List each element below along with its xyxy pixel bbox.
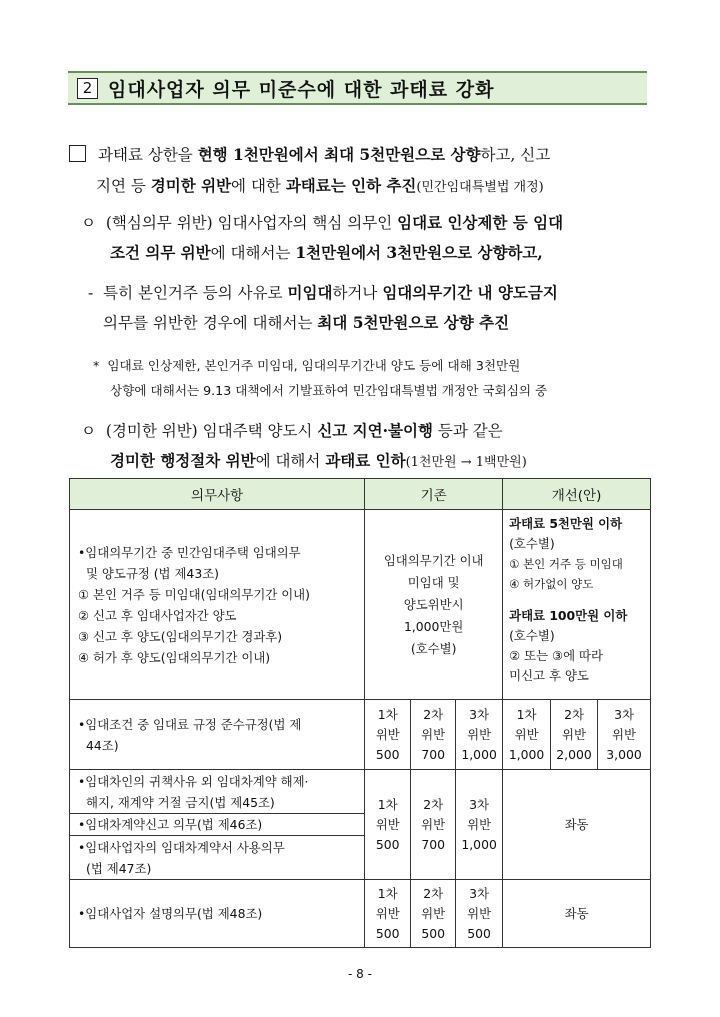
cell-text: 500 <box>375 925 400 941</box>
text: 미신고 후 양도 <box>509 668 589 683</box>
row3b-duty: •임대차계약신고 의무(법 제46조) <box>70 814 365 836</box>
text: 특히 본인거주 등의 사유로 <box>103 284 288 302</box>
text: (법 제47조) <box>86 860 152 876</box>
text-bold: 과태료 5천만원 이하 <box>509 516 623 531</box>
cell-text: 500 <box>467 925 491 941</box>
row2-improved-3 <box>598 700 651 770</box>
bullet-icon: ㅇ <box>81 422 96 440</box>
cell-text: 700 <box>421 836 445 852</box>
row4-current-1 <box>365 880 411 948</box>
cell-text: 1,000 <box>508 746 545 762</box>
cell-text: 2차 <box>564 706 584 722</box>
cell-text: 500 <box>375 746 400 762</box>
text: 등과 같은 <box>432 422 503 440</box>
cell-text: 1차 <box>377 885 398 901</box>
checkbox-icon <box>69 145 86 162</box>
cell-text: 2,000 <box>556 746 592 762</box>
text: •임대사업자의 임대차계약서 사용의무 <box>78 839 285 855</box>
row2-improved-2 <box>551 700 598 770</box>
row4-improved: 좌동 <box>503 880 651 948</box>
section-title: 임대사업자 의무 미준수에 대한 과태료 강화 <box>108 78 495 101</box>
cell-text: 3,000 <box>606 746 642 762</box>
cell-text: 위반 <box>467 905 492 921</box>
text-bold: 임대료 인상제한 등 임대 <box>397 213 564 232</box>
row3-improved: 좌동 <box>503 770 651 880</box>
text: 에 대해서 <box>255 452 326 470</box>
text: 양도위반시 <box>403 596 464 612</box>
row2-current-1 <box>365 700 411 770</box>
table-row <box>70 700 651 770</box>
row2-duty <box>70 700 365 770</box>
row3c-duty <box>70 836 365 880</box>
text: 1,000만원 <box>403 618 464 634</box>
para4-line2 <box>110 449 527 471</box>
text: 에 대한 <box>231 177 286 195</box>
table-row <box>70 880 651 948</box>
table-row <box>70 770 651 814</box>
text-bold: 현행 1천만원에서 최대 5천만원으로 상향 <box>197 145 481 164</box>
asterisk: * <box>93 358 100 373</box>
para2-line1 <box>81 211 563 233</box>
text: 미임대 및 <box>407 574 460 590</box>
text: 하고, 신고 <box>480 146 551 164</box>
cell-text: 500 <box>421 925 445 941</box>
para2-line2 <box>110 241 543 263</box>
para3-line2 <box>103 311 509 333</box>
note-line2 <box>110 380 547 399</box>
text: 해지, 재계약 거절 금지(법 제45조) <box>86 794 275 810</box>
cell-text: 위반 <box>467 816 492 832</box>
text: (호수별) <box>410 640 457 656</box>
text-bold: 미임대 <box>287 283 333 302</box>
cell-text: 위반 <box>467 726 492 742</box>
section-heading <box>68 71 647 105</box>
text-small: (1천만원 → 1백만원) <box>405 455 527 470</box>
cell-text: 위반 <box>562 726 586 742</box>
row4-duty: •임대사업자 설명의무(법 제48조) <box>70 880 365 948</box>
text: 지연 등 <box>96 177 151 195</box>
row2-current-2 <box>411 700 456 770</box>
text-bold: 과태료는 인하 추진 <box>285 176 417 195</box>
text: ② 신고 후 임대사업자간 양도 <box>78 607 237 623</box>
cell-text: 2차 <box>423 796 444 812</box>
text-bold: 신고 지연·불이행 <box>317 421 433 440</box>
text: (호수별) <box>509 628 555 643</box>
text: 에 대해서는 <box>210 244 296 262</box>
text: 임대의무기간 이내 <box>383 552 484 568</box>
penalty-table <box>69 478 651 948</box>
cell-text: 위반 <box>514 726 539 742</box>
row4-current-2 <box>411 880 456 948</box>
text: •임대조건 중 임대료 규정 준수규정(법 제 <box>78 716 302 732</box>
text: (경미한 위반) 임대주택 양도시 <box>105 422 318 440</box>
cell-text: 500 <box>375 836 400 852</box>
dash: - <box>88 284 94 302</box>
cell-text: 3차 <box>469 796 490 812</box>
para3-line1 <box>88 281 558 303</box>
cell-text: 2차 <box>423 885 444 901</box>
page-number: - 8 - <box>348 967 372 981</box>
cell-text: 1차 <box>516 706 537 722</box>
text-bold: 과태료 100만원 이하 <box>509 608 628 623</box>
text: ② 또는 ③에 따라 <box>509 648 603 663</box>
text-bold: 최대 5천만원으로 상향 추진 <box>317 313 510 332</box>
row2-current-3 <box>456 700 503 770</box>
text-bold: 임대의무기간 내 양도금지 <box>382 283 558 302</box>
cell-text: 2차 <box>423 706 444 722</box>
cell-text: 위반 <box>375 816 400 832</box>
cell-text: 3차 <box>469 885 490 901</box>
cell-text: 위반 <box>375 726 400 742</box>
text-bold: 경미한 위반 <box>150 176 232 195</box>
text: ④ 허가없이 양도 <box>509 577 594 591</box>
cell-text: 위반 <box>421 726 446 742</box>
cell-text: 1,000 <box>461 746 497 762</box>
section-number: 2 <box>77 78 98 99</box>
row1-improved <box>503 510 651 700</box>
cell-text: 700 <box>421 746 445 762</box>
row3a-duty <box>70 770 365 814</box>
para1-line2 <box>96 174 544 196</box>
text: 및 양도규정 (법 제43조) <box>86 565 220 581</box>
row1-current <box>365 510 503 700</box>
text: •임대차인의 귀책사유 외 임대차계약 해제· <box>78 773 309 789</box>
row3-current-1 <box>365 770 411 880</box>
text: ① 본인 거주 등 미임대(임대의무기간 이내) <box>78 586 310 602</box>
cell-text: 위반 <box>612 726 636 742</box>
header-duty: 의무사항 <box>70 479 365 510</box>
bullet-icon: ㅇ <box>81 214 96 232</box>
para4-line1 <box>81 419 503 441</box>
row1-duty <box>70 510 365 700</box>
cell-text: 1차 <box>377 706 398 722</box>
text-small: (민간임대특별법 개정) <box>416 180 544 195</box>
text: 상향에 대해서는 9.13 대책에서 기발표하여 민간임대특별법 개정안 국회심의 중 <box>110 383 548 398</box>
row3-current-2 <box>411 770 456 880</box>
text: 의무를 위반한 경우에 대해서는 <box>103 314 318 332</box>
row3-current-3 <box>456 770 503 880</box>
row2-improved-1 <box>503 700 551 770</box>
text-bold: 경미한 행정절차 위반 <box>110 451 256 470</box>
text: •임대의무기간 중 민간임대주택 임대의무 <box>78 544 301 560</box>
text-bold: 조건 의무 위반 <box>110 243 211 262</box>
row4-current-3 <box>456 880 503 948</box>
text: 44조) <box>86 737 119 753</box>
text: ④ 허가 후 양도(임대의무기간 이내) <box>78 649 271 665</box>
table-row <box>70 510 651 700</box>
text: (호수별) <box>509 536 555 551</box>
text: 하거나 <box>332 284 383 302</box>
cell-text: 1,000 <box>461 836 497 852</box>
header-current: 기존 <box>365 479 503 510</box>
cell-text: 위반 <box>375 905 400 921</box>
text: (핵심의무 위반) 임대사업자의 핵심 의무인 <box>105 214 398 232</box>
table-header-row <box>70 479 651 510</box>
text: 과태료 상한을 <box>98 146 198 164</box>
cell-text: 3차 <box>614 706 634 722</box>
text: ① 본인 거주 등 미임대 <box>509 557 623 571</box>
cell-text: 3차 <box>469 706 490 722</box>
note-line1 <box>93 355 520 374</box>
text-bold: 과태료 인하 <box>325 451 406 470</box>
text-bold: 1천만원에서 3천만원으로 상향하고, <box>295 243 543 262</box>
cell-text: 1차 <box>377 796 398 812</box>
text: ③ 신고 후 양도(임대의무기간 경과후) <box>78 628 283 644</box>
header-improved: 개선(안) <box>503 479 651 510</box>
text: 임대료 인상제한, 본인거주 미임대, 임대의무기간내 양도 등에 대해 3천만원 <box>107 358 521 373</box>
cell-text: 위반 <box>421 905 446 921</box>
cell-text: 위반 <box>421 816 446 832</box>
para1-line1 <box>69 143 550 165</box>
